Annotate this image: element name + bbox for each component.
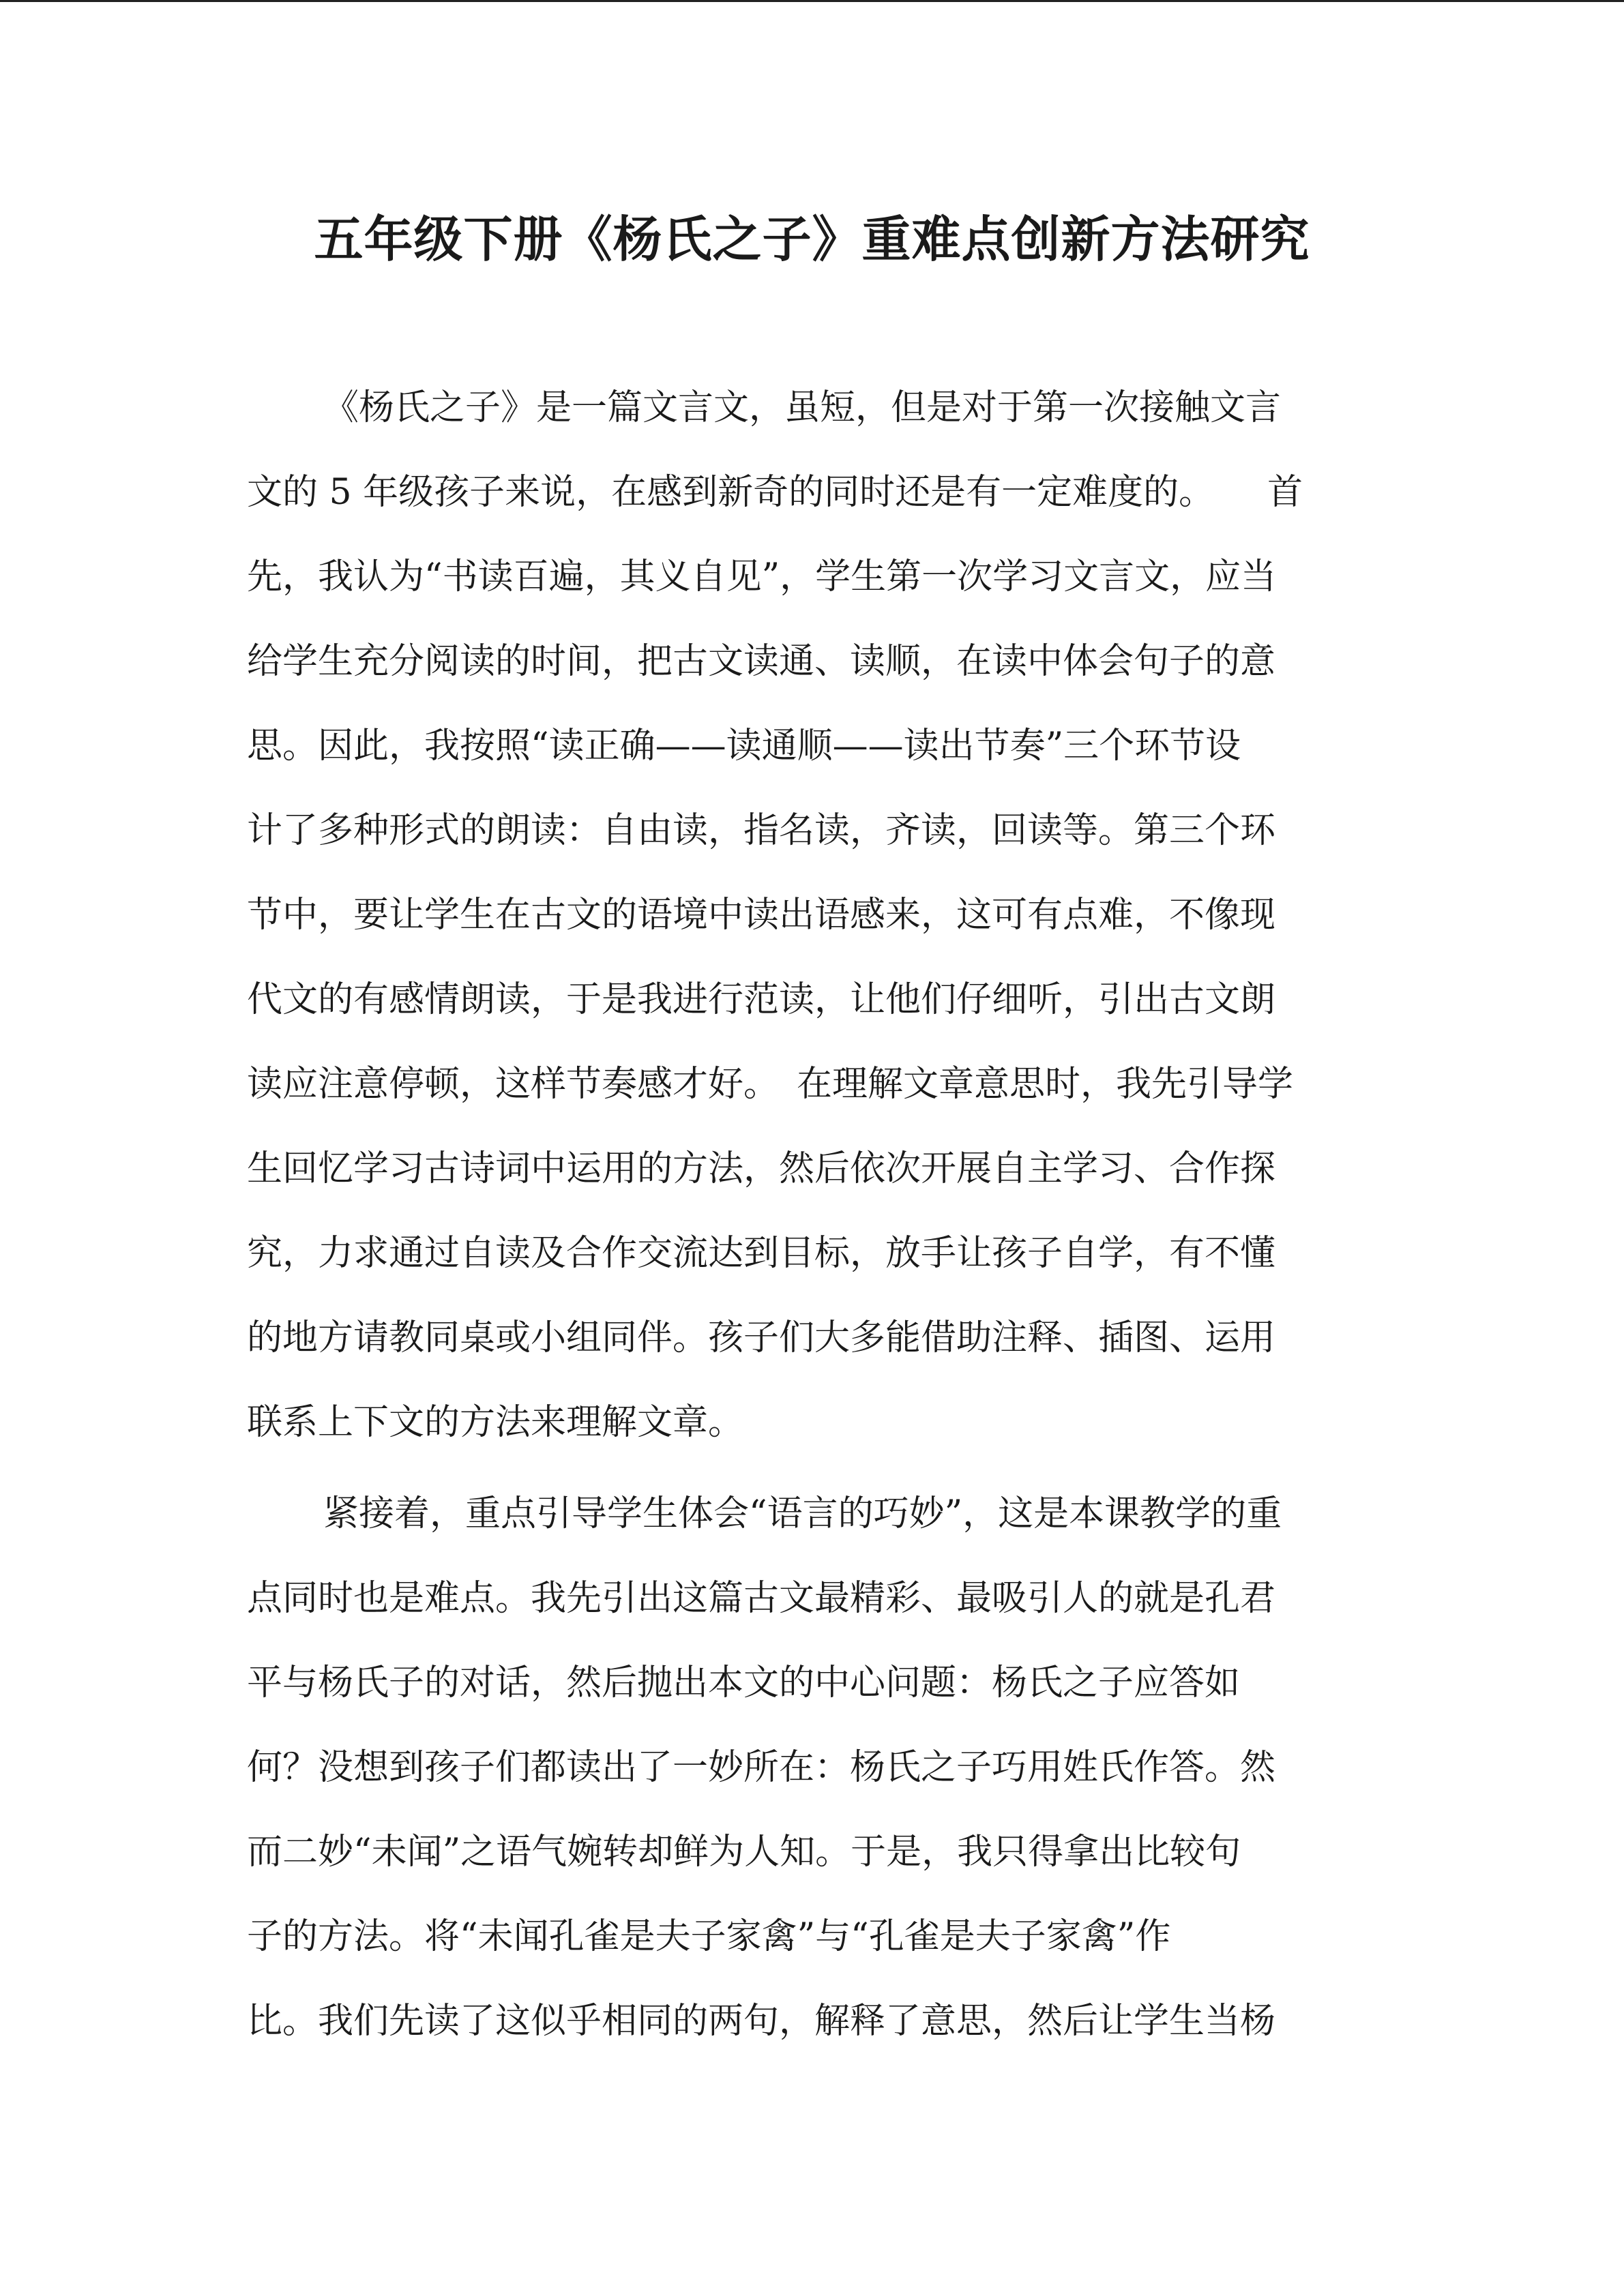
text-line: 何？没想到孩子们都读出了一妙所在：杨氏之子巧用姓氏作答。然 xyxy=(247,1747,1276,1788)
text-line: 而二妙“未闻”之语气婉转却鲜为人知。于是，我只得拿出比较句 xyxy=(247,1832,1241,1873)
text-line: 代文的有感情朗读，于是我进行范读，让他们仔细听，引出古文朗 xyxy=(247,979,1276,1020)
text-line: 先，我认为“书读百遍，其义自见”，学生第一次学习文言文，应当 xyxy=(247,556,1277,597)
text-line: 比。我们先读了这似乎相同的两句，解释了意思，然后让学生当杨 xyxy=(247,2001,1276,2042)
text-line: 节中，要让学生在古文的语境中读出语感来，这可有点难，不像现 xyxy=(247,895,1276,936)
text-line: 究，力求通过自读及合作交流达到目标，放手让孩子自学，有不懂 xyxy=(247,1233,1276,1274)
text-line: 《杨氏之子》是一篇文言文，虽短，但是对于第一次接触文言 xyxy=(323,387,1282,428)
text-line: 生回忆学习古诗词中运用的方法，然后依次开展自主学习、合作探 xyxy=(247,1148,1276,1189)
text-line: 联系上下文的方法来理解文章。 xyxy=(247,1402,744,1443)
top-border-line xyxy=(0,0,1624,2)
text-line: 计了多种形式的朗读：自由读，指名读，齐读，回读等。第三个环 xyxy=(247,810,1276,851)
text-line: 给学生充分阅读的时间，把古文读通、读顺，在读中体会句子的意 xyxy=(247,641,1276,682)
text-line: 平与杨氏子的对话，然后抛出本文的中心问题：杨氏之子应答如 xyxy=(247,1663,1241,1703)
text-line: 子的方法。将“未闻孔雀是夫子家禽”与“孔雀是夫子家禽”作 xyxy=(247,1916,1171,1957)
text-line: 点同时也是难点。我先引出这篇古文最精彩、最吸引人的就是孔君 xyxy=(247,1578,1276,1619)
text-line: 紧接着，重点引导学生体会“语言的巧妙”，这是本课教学的重 xyxy=(323,1493,1282,1534)
text-line: 思。因此，我按照“读正确——读通顺——读出节奏”三个环节设 xyxy=(247,726,1241,766)
text-line: 的地方请教同桌或小组同伴。孩子们大多能借助注释、插图、运用 xyxy=(247,1317,1276,1358)
document-title: 五年级下册《杨氏之子》重难点创新方法研究 xyxy=(314,210,1310,268)
text-line: 读应注意停顿，这样节奏感才好。 在理解文章意思时，我先引导学 xyxy=(247,1064,1294,1105)
text-line: 文的 5 年级孩子来说，在感到新奇的同时还是有一定难度的。 首 xyxy=(247,472,1303,513)
